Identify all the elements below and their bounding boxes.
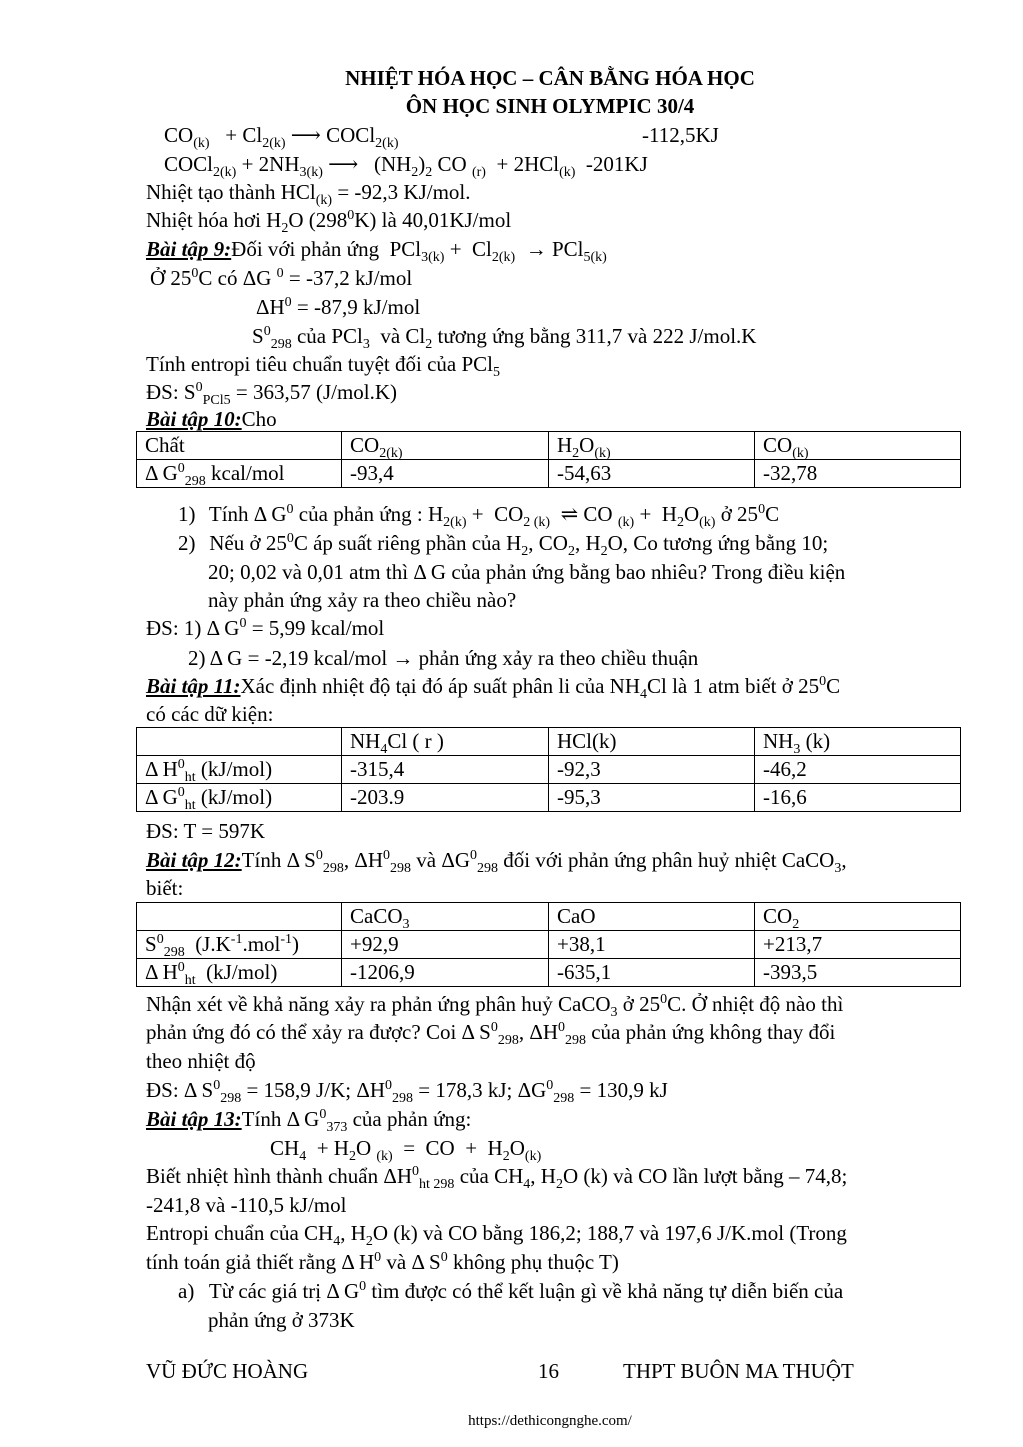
footer-school: THPT BUÔN MA THUỘT bbox=[623, 1359, 854, 1383]
exercise-11-answer: ĐS: T = 597K bbox=[146, 819, 266, 843]
exercise-12-label: Bài tập 12: bbox=[146, 848, 242, 872]
exercise-10-table bbox=[136, 431, 961, 488]
exercise-13-label: Bài tập 13: bbox=[146, 1107, 242, 1131]
table-cell: -46,2 bbox=[755, 756, 961, 784]
exercise-10-answer-2: 2) Δ G = -2,19 kcal/mol → phản ứng xảy ra theo chiều thuận bbox=[188, 646, 699, 670]
footer-page-number: 16 bbox=[538, 1359, 559, 1383]
footer-author: VŨ ĐỨC HOÀNG bbox=[146, 1359, 309, 1383]
table-header-cell: $CO_2$ bbox=[755, 903, 961, 931]
table-cell: +92,9 bbox=[342, 931, 549, 959]
exercise-9-intro: Đối với phản ứng bbox=[231, 237, 380, 261]
table-cell: -393,5 bbox=[755, 959, 961, 987]
exercise-10-q2: 2) Nếu ở $25^0C$ áp suất riêng phần của $H_2$, $CO_2$, $H_2O$, Co tương ứng bằng 10; bbox=[178, 531, 829, 560]
table-row bbox=[137, 460, 961, 488]
exercise-13-question-a: a) Từ các giá trị Δ $G^0$ tìm được có thể kết luận gì về khả năng tự diễn biến của bbox=[178, 1279, 844, 1303]
exercise-13-question-a-line2: phản ứng ở 373K bbox=[208, 1308, 355, 1332]
table-header-cell: $CO_{(k)}$ bbox=[755, 432, 961, 460]
exercise-9-question: Tính entropi tiêu chuẩn tuyệt đối của PCl$_5$ bbox=[146, 352, 501, 381]
exercise-10-intro: Cho bbox=[241, 407, 277, 431]
table-cell: -203.9 bbox=[342, 784, 549, 812]
table-cell: -95,3 bbox=[549, 784, 755, 812]
table-header-cell: HCl(k) bbox=[549, 728, 755, 756]
exercise-9-label: Bài tập 9: bbox=[146, 237, 232, 261]
table-header-cell: Chất bbox=[137, 432, 342, 460]
table-cell: -92,3 bbox=[549, 756, 755, 784]
hcl-formation-value: = -92,3 KJ/mol. bbox=[337, 180, 471, 204]
table-header-cell: $NH_4Cl$ ( r ) bbox=[342, 728, 549, 756]
table-row bbox=[137, 903, 961, 931]
exercise-12-intro-2: biết: bbox=[146, 876, 184, 900]
exercise-12-heading: Bài tập 12:Tính Δ $S^0_{298}$, $\Delta H^0_{298}$ và $\Delta G^0_{298}$ đối với phản ứng phân huỷ nhiệt CaCO$_3$, bbox=[146, 848, 847, 877]
reaction-1: $CO_{(k)} + Cl_{2(k)}$ ⟶ COCl$_{2(k)}$ bbox=[164, 123, 399, 152]
exercise-10-heading bbox=[146, 405, 277, 434]
exercise-12-text-2: phản ứng đó có thể xảy ra được? Coi Δ $S^0_{298}$, $\Delta H^0_{298}$ của phản ứng không thay đổi bbox=[146, 1020, 836, 1049]
exercise-10-label: Bài tập 10: bbox=[146, 407, 242, 431]
table-header-cell: CaCO$_3$ bbox=[342, 903, 549, 931]
exercise-12-text-3: theo nhiệt độ bbox=[146, 1049, 256, 1073]
hcl-formation-line: Nhiệt tạo thành HCl$_{(k)}$ = -92,3 KJ/mol. bbox=[146, 180, 471, 209]
table-row bbox=[137, 432, 961, 460]
table-cell: -635,1 bbox=[549, 959, 755, 987]
reaction-2-energy: -201KJ bbox=[585, 152, 648, 176]
table-row-label: Δ $G^0_{ht}$ (kJ/mol) bbox=[137, 784, 342, 812]
table-cell: -16,6 bbox=[755, 784, 961, 812]
water-vaporization-line: Nhiệt hóa hơi $H_2O$ $(298^0K)$ là 40,01KJ/mol bbox=[146, 208, 512, 237]
exercise-13-equation: $CH_4 + H_2O$ $_{(k)}$ = CO + $H_2O_{(k)}$ bbox=[270, 1136, 542, 1165]
reaction-1-energy: -112,5KJ bbox=[642, 123, 719, 147]
exercise-13-text-1: Biết nhiệt hình thành chuẩn $\Delta H^0_{ht 298}$ của $CH_4$, $H_2O$ (k) và CO lần lượt bằng – 74,8; bbox=[146, 1164, 848, 1193]
exercise-13-text-2: -241,8 và -110,5 kJ/mol bbox=[146, 1193, 347, 1217]
exercise-12-text-1: Nhận xét về khả năng xảy ra phản ứng phân huỷ CaCO$_3$ ở $25^0C$. Ở nhiệt độ nào thì bbox=[146, 992, 844, 1021]
doc-subtitle: ÔN HỌC SINH OLYMPIC 30/4 bbox=[405, 94, 695, 118]
exercise-10-q2-line2: 20; 0,02 và 0,01 atm thì Δ G của phản ứng bằng bao nhiêu? Trong điều kiện bbox=[208, 560, 846, 584]
table-header-cell bbox=[137, 728, 342, 756]
exercise-11-heading: Bài tập 11:Xác định nhiệt độ tại đó áp suất phân li của $NH_4Cl$ là 1 atm biết ở $25^0C$ bbox=[146, 674, 841, 703]
exercise-9-answer-value: = 363,57 (J/mol.K) bbox=[235, 380, 398, 404]
table-cell: -315,4 bbox=[342, 756, 549, 784]
table-row bbox=[137, 959, 961, 987]
exercise-12-answer: ĐS: Δ $S^0_{298} = 158,9$ J/K; $\Delta H^0_{298} = 178,3$ kJ; $\Delta G^0_{298} = 130,9$ kJ bbox=[146, 1078, 668, 1107]
exercise-11-table bbox=[136, 727, 961, 812]
table-header-cell: $CO_{2(k)}$ bbox=[342, 432, 549, 460]
table-cell: -1206,9 bbox=[342, 959, 549, 987]
table-cell: -54,63 bbox=[549, 460, 755, 488]
doc-title: NHIỆT HÓA HỌC – CÂN BẰNG HÓA HỌC bbox=[345, 66, 755, 90]
table-row-label: Δ $H^0_{ht}$ (kJ/mol) bbox=[137, 959, 342, 987]
exercise-9-answer: ĐS: $S^0_{PCl5} = 363,57$ (J/mol.K) bbox=[146, 380, 398, 409]
exercise-9-dG: Ở $25^0C$ có ΔG $^0$ = -37,2 kJ/mol bbox=[150, 266, 413, 290]
exercise-13-text-3: Entropi chuẩn của $CH_4$, $H_2O$ (k) và CO bằng 186,2; 188,7 và 197,6 J/K.mol (Trong bbox=[146, 1221, 847, 1250]
table-row bbox=[137, 784, 961, 812]
table-row-label: $S^0_{298}$ $(J.K^{-1}.mol^{-1})$ bbox=[137, 931, 342, 959]
exercise-10-q2-line3: này phản ứng xảy ra theo chiều nào? bbox=[208, 588, 517, 612]
exercise-10-q1: 1) Tính Δ $G^0$ của phản ứng : $H_{2(k)} + CO_{2 (k)}$ ⇌ CO $_{(k)} + H_2O_{(k)}$ ở $25^0C$ bbox=[178, 502, 780, 531]
exercise-9-dG-value: = -37,2 kJ/mol bbox=[288, 266, 413, 290]
table-cell: -32,78 bbox=[755, 460, 961, 488]
table-header-cell: CaO bbox=[549, 903, 755, 931]
exercise-9-entropy: $S^0_{298}$ của PCl$_3$ và $Cl_2$ tương ứng bằng 311,7 và 222 J/mol.K bbox=[252, 324, 757, 353]
table-row-label: Δ $G^0_{298}$ kcal/mol bbox=[137, 460, 342, 488]
table-row bbox=[137, 728, 961, 756]
table-cell: +213,7 bbox=[755, 931, 961, 959]
table-row bbox=[137, 931, 961, 959]
source-url[interactable]: https://dethicongnghe.com/ bbox=[468, 1413, 632, 1429]
table-row-label: Δ $H^0_{ht}$ (kJ/mol) bbox=[137, 756, 342, 784]
exercise-13-text-4: tính toán giả thiết rằng Δ $H^0$ và Δ $S^0$ không phụ thuộc T) bbox=[146, 1250, 619, 1274]
exercise-9-dH-value: = -87,9 kJ/mol bbox=[296, 295, 421, 319]
table-header-cell bbox=[137, 903, 342, 931]
table-row bbox=[137, 756, 961, 784]
exercise-9-dH: $\Delta H^0 = -87,9$ kJ/mol bbox=[256, 295, 421, 319]
table-cell: -93,4 bbox=[342, 460, 549, 488]
table-header-cell: $NH_3$ (k) bbox=[755, 728, 961, 756]
exercise-11-label: Bài tập 11: bbox=[146, 674, 241, 698]
table-header-cell: $H_2O_{(k)}$ bbox=[549, 432, 755, 460]
exercise-12-table bbox=[136, 902, 961, 987]
exercise-13-heading: Bài tập 13:Tính Δ $G^0_{373}$ của phản ứng: bbox=[146, 1107, 472, 1136]
exercise-11-intro-2: có các dữ kiện: bbox=[146, 702, 274, 726]
table-cell: +38,1 bbox=[549, 931, 755, 959]
reaction-2: COCl$_{2(k)}$ + $2NH_{3(k)}$ ⟶ $(NH_2)_2$ CO $_{(r)}$ + 2HCl$_{(k)}$ -201KJ bbox=[164, 152, 648, 181]
exercise-9-heading: Bài tập 9:Đối với phản ứng $PCl_{3(k)} + Cl_{2(k)} \to PCl_{5(k)}$ bbox=[146, 237, 607, 266]
exercise-10-answer-1: ĐS: 1) Δ $G^0 = 5,99$ kcal/mol bbox=[146, 616, 385, 640]
